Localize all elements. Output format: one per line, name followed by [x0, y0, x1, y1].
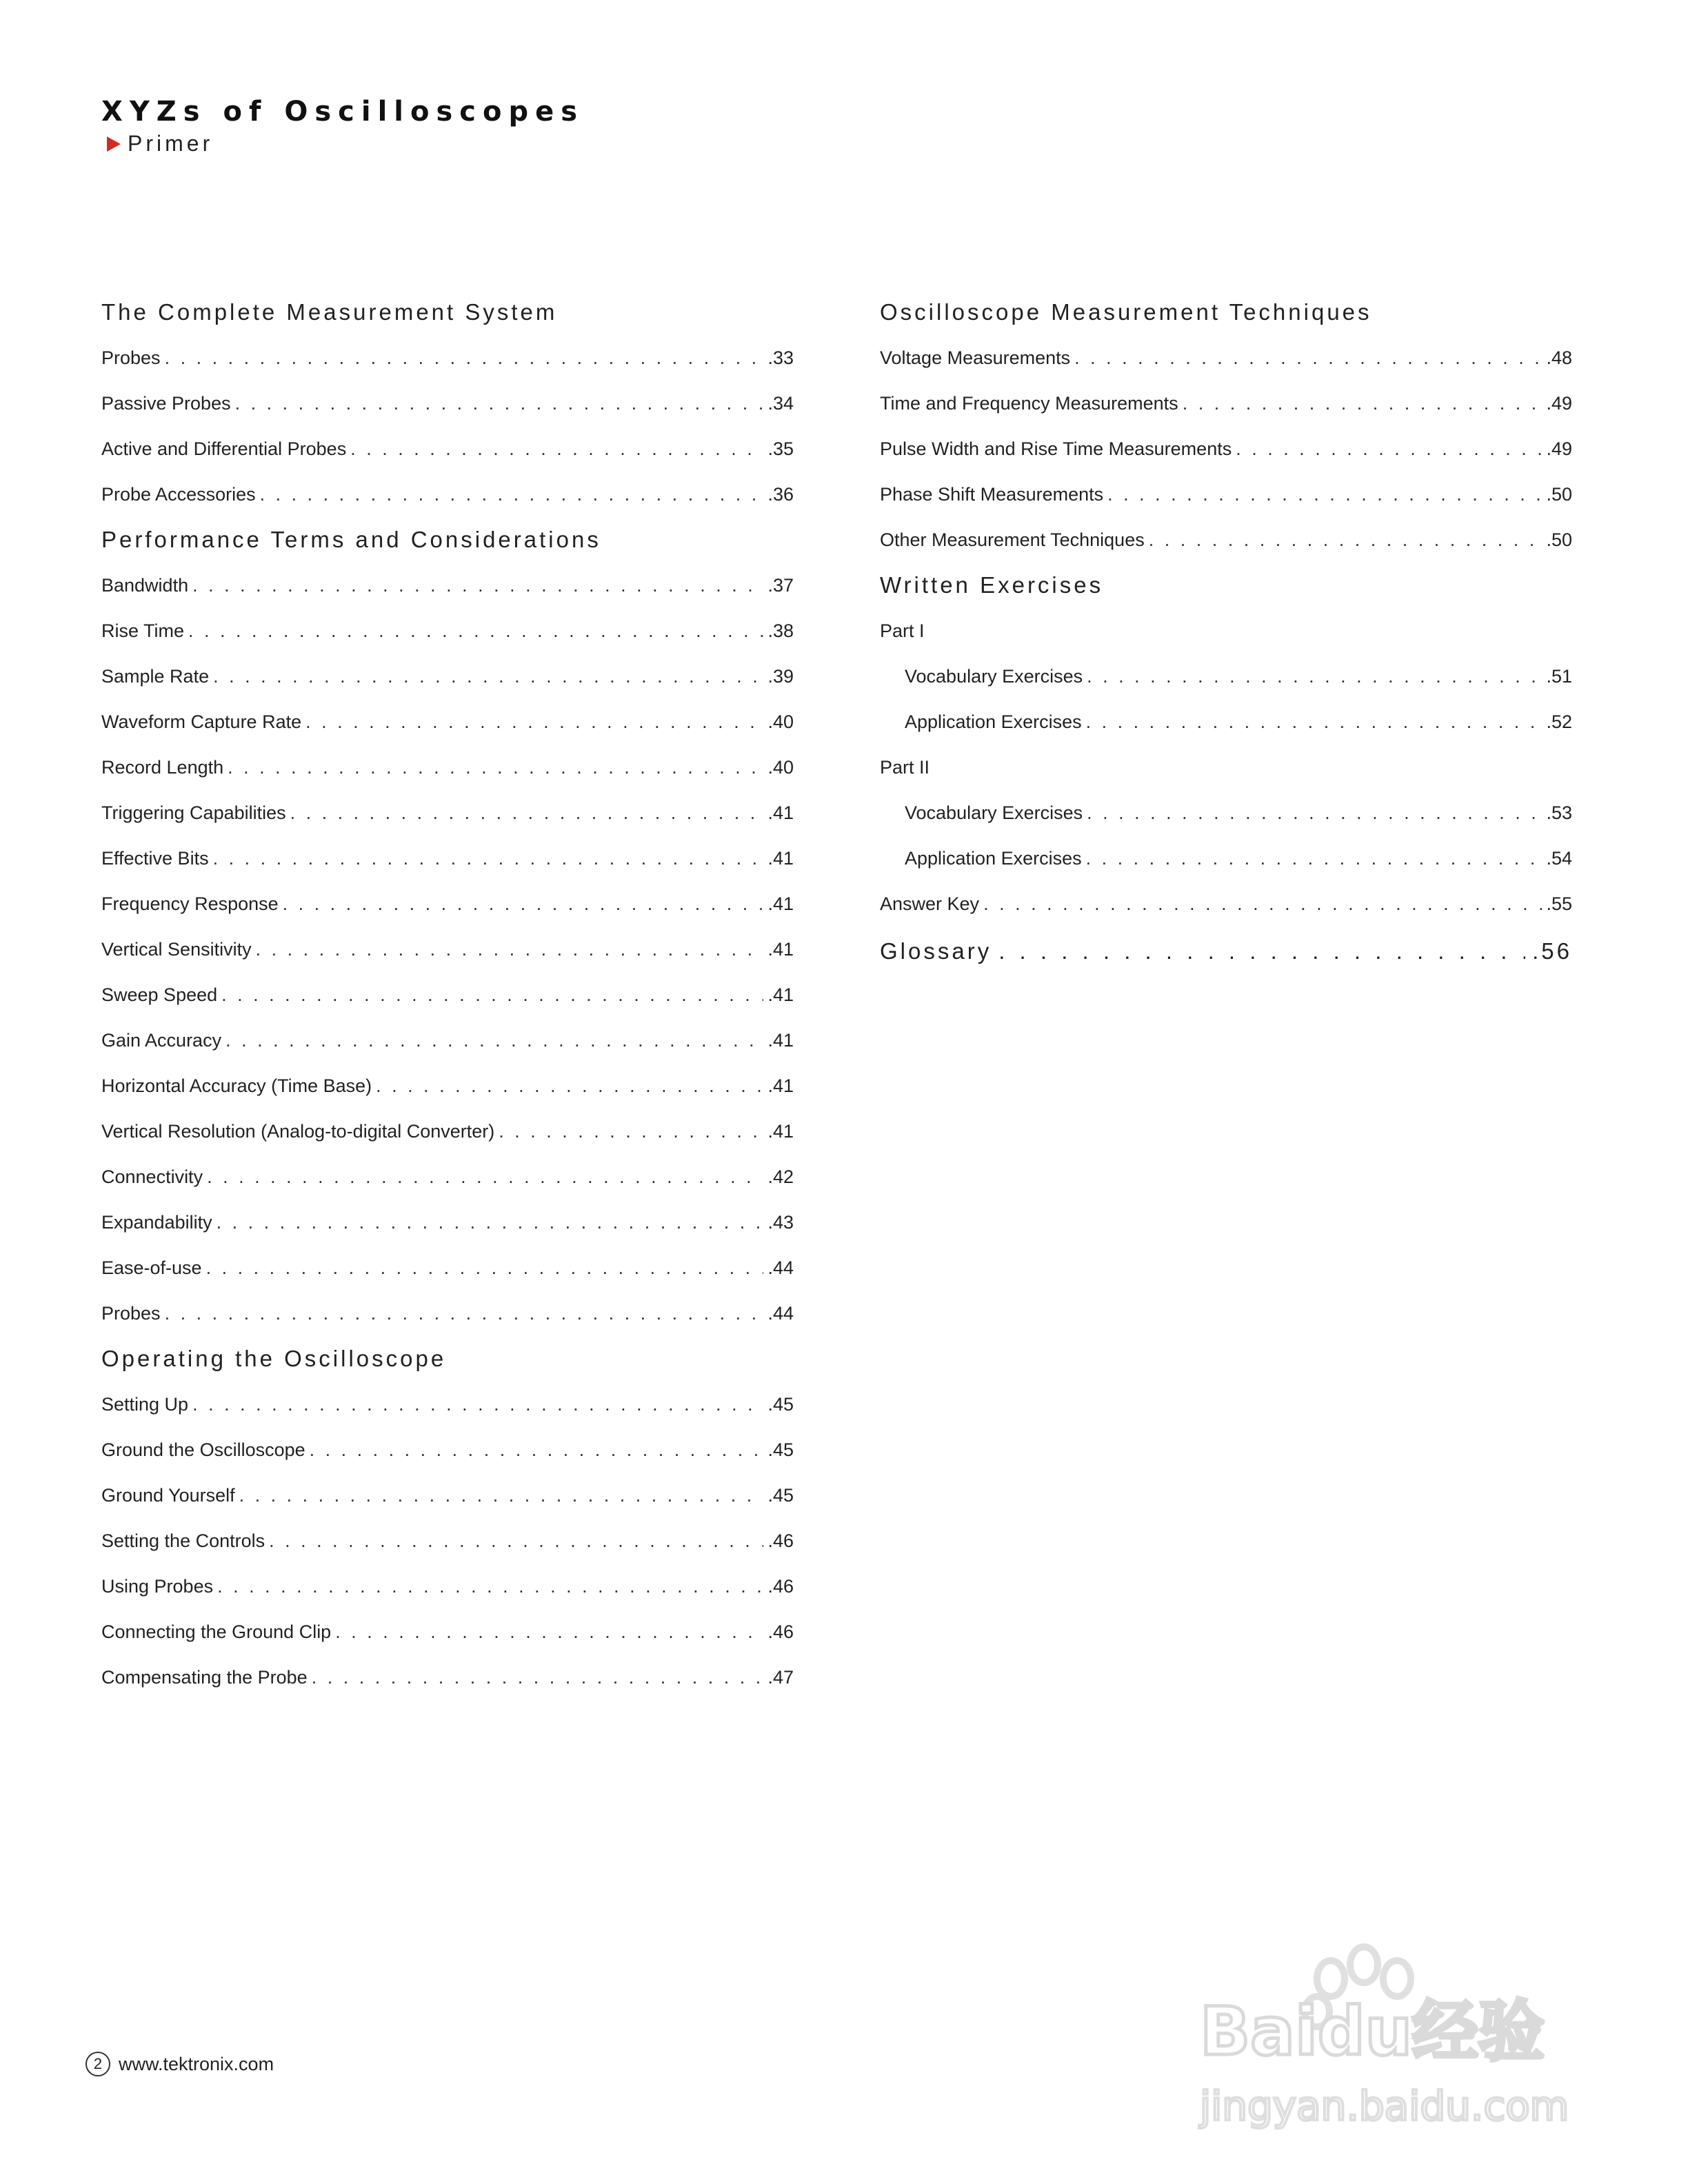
toc-entry-label: Vertical Sensitivity — [101, 939, 252, 960]
toc-entry[interactable] — [101, 1245, 794, 1291]
toc-entry-label: Passive Probes — [101, 393, 231, 414]
toc-entry-page: .51 — [1546, 666, 1572, 687]
toc-entry-label: Active and Differential Probes — [101, 438, 347, 459]
toc-right-column — [880, 290, 1572, 976]
dot-leader — [207, 1154, 763, 1200]
toc-entry[interactable] — [101, 745, 794, 790]
toc-entry[interactable] — [101, 654, 794, 699]
toc-entry-label: Expandability — [101, 1212, 212, 1233]
toc-entry[interactable] — [880, 836, 1572, 881]
section-title: The Complete Measurement System — [101, 299, 558, 325]
toc-entry-label: Horizontal Accuracy (Time Base) — [101, 1075, 372, 1096]
toc-entry[interactable] — [880, 790, 1572, 836]
toc-entry[interactable] — [880, 881, 1572, 927]
toc-left-column — [101, 290, 794, 1700]
toc-entry-page: .37 — [767, 575, 794, 596]
toc-entry-page: .41 — [767, 984, 794, 1005]
toc-entry-label: Vocabulary Exercises — [905, 666, 1083, 687]
toc-entry-label: Ground the Oscilloscope — [101, 1439, 305, 1460]
toc-entry-label: Probes — [101, 1303, 161, 1324]
toc-entry-label: Frequency Response — [101, 893, 279, 914]
toc-entry-label: Connectivity — [101, 1166, 203, 1187]
dot-leader — [217, 1200, 764, 1245]
dot-leader — [192, 563, 763, 608]
dot-leader — [1149, 517, 1543, 563]
dot-leader — [290, 790, 764, 836]
toc-entry[interactable] — [101, 335, 794, 381]
toc-entry-page: .44 — [767, 1303, 794, 1324]
dot-leader — [213, 836, 764, 881]
toc-entry[interactable] — [101, 563, 794, 608]
toc-entry-label: Ground Yourself — [101, 1485, 235, 1506]
dot-leader — [305, 699, 763, 745]
toc-entry-page: .55 — [1546, 893, 1572, 914]
toc-entry-page: .49 — [1546, 438, 1572, 459]
toc-entry-page: .41 — [767, 893, 794, 914]
dot-leader — [225, 1018, 763, 1063]
page-header — [101, 94, 584, 156]
toc-entry[interactable] — [101, 1564, 794, 1609]
toc-entry-label: Probe Accessories — [101, 484, 256, 505]
toc-entry-page: .52 — [1546, 711, 1572, 732]
toc-entry[interactable] — [101, 790, 794, 836]
toc-entry-label: Answer Key — [880, 893, 980, 914]
toc-entry-page: .46 — [767, 1621, 794, 1642]
toc-entry-label: Vertical Resolution (Analog-to-digital Converter) — [101, 1121, 495, 1142]
section-title: Operating the Oscilloscope — [101, 1346, 447, 1371]
toc-entry-page: .40 — [767, 711, 794, 732]
toc-entry[interactable] — [880, 381, 1572, 426]
toc-entry[interactable] — [101, 1382, 794, 1427]
toc-entry[interactable] — [880, 335, 1572, 381]
toc-entry-page: .39 — [767, 666, 794, 687]
toc-entry-page: .45 — [767, 1439, 794, 1460]
toc-entry-page: .43 — [767, 1212, 794, 1233]
toc-entry[interactable] — [880, 426, 1572, 472]
toc-entry-page: .41 — [767, 1030, 794, 1051]
dot-leader — [221, 972, 763, 1018]
dot-leader — [335, 1609, 763, 1655]
footer-url-link[interactable]: www.tektronix.com — [119, 2053, 274, 2074]
toc-entry[interactable] — [101, 381, 794, 426]
dot-leader — [312, 1655, 764, 1700]
toc-entry[interactable] — [101, 972, 794, 1018]
part-heading[interactable]: Part I — [880, 620, 925, 641]
toc-entry[interactable] — [101, 1154, 794, 1200]
toc-entry[interactable] — [880, 472, 1572, 517]
toc-entry-page: .41 — [767, 1075, 794, 1096]
toc-entry[interactable] — [880, 699, 1572, 745]
dot-leader — [1086, 699, 1543, 745]
dot-leader — [983, 881, 1542, 927]
document-subtitle: Primer — [128, 131, 214, 156]
toc-entry-label: Setting the Controls — [101, 1530, 265, 1551]
toc-entry-page: .45 — [767, 1394, 794, 1415]
dot-leader — [499, 1109, 763, 1154]
dot-leader — [165, 335, 764, 381]
dot-leader — [1087, 790, 1542, 836]
toc-entry-page: .45 — [767, 1485, 794, 1506]
toc-entry-label: Time and Frequency Measurements — [880, 393, 1178, 414]
glossary-entry[interactable] — [880, 927, 1572, 976]
toc-entry-label: Voltage Measurements — [880, 347, 1071, 368]
toc-entry-label: Setting Up — [101, 1394, 189, 1415]
dot-leader — [165, 1291, 764, 1336]
toc-entry[interactable] — [101, 881, 794, 927]
toc-entry[interactable] — [101, 472, 794, 517]
toc-entry[interactable] — [101, 1291, 794, 1336]
toc-entry[interactable] — [101, 608, 794, 654]
toc-entry-label: Bandwidth — [101, 575, 189, 596]
toc-entry[interactable] — [101, 1109, 794, 1154]
watermark-url: jingyan.baidu.com — [1200, 2083, 1569, 2130]
toc-entry-page: .50 — [1546, 484, 1572, 505]
toc-entry-label: Sample Rate — [101, 666, 210, 687]
toc-entry-label: Ease-of-use — [101, 1257, 202, 1278]
toc-entry-label: Effective Bits — [101, 848, 209, 869]
toc-entry[interactable] — [101, 1018, 794, 1063]
toc-entry-page: .41 — [767, 1121, 794, 1142]
toc-entry-page: .49 — [1546, 393, 1572, 414]
toc-entry[interactable] — [101, 1427, 794, 1473]
toc-entry-label: Triggering Capabilities — [101, 802, 286, 823]
toc-entry-label: Application Exercises — [905, 711, 1082, 732]
toc-entry-label: Vocabulary Exercises — [905, 802, 1083, 823]
toc-entry-page: .33 — [767, 347, 794, 368]
dot-leader — [283, 881, 764, 927]
dot-leader — [192, 1382, 763, 1427]
toc-entry-page: .35 — [767, 438, 794, 459]
section-title: Written Exercises — [880, 572, 1104, 598]
dot-leader — [1087, 654, 1542, 699]
dot-leader — [239, 1473, 764, 1518]
toc-entry[interactable] — [101, 699, 794, 745]
dot-leader — [256, 927, 764, 972]
toc-entry-label: Probes — [101, 347, 161, 368]
toc-entry[interactable] — [101, 927, 794, 972]
toc-entry[interactable] — [101, 1518, 794, 1564]
toc-entry-label: Connecting the Ground Clip — [101, 1621, 332, 1642]
baidu-watermark — [1186, 1917, 1586, 2137]
toc-entry-page: .44 — [767, 1257, 794, 1278]
toc-entry[interactable] — [880, 517, 1572, 563]
toc-entry[interactable] — [101, 1473, 794, 1518]
dot-leader — [998, 927, 1525, 976]
dot-leader — [235, 381, 764, 426]
subtitle-row — [101, 131, 584, 156]
dot-leader — [213, 654, 763, 699]
toc-entry-label: Rise Time — [101, 620, 185, 641]
section-title: Oscilloscope Measurement Techniques — [880, 299, 1372, 325]
toc-entry-label: Using Probes — [101, 1576, 214, 1597]
glossary-page: .56 — [1532, 938, 1572, 964]
toc-entry-page: .36 — [767, 484, 794, 505]
toc-entry-page: .46 — [767, 1530, 794, 1551]
dot-leader — [228, 745, 763, 790]
toc-entry-page: .38 — [767, 620, 794, 641]
glossary-label: Glossary — [880, 938, 992, 964]
toc-entry-page: .50 — [1546, 529, 1572, 550]
dot-leader — [1236, 426, 1542, 472]
dot-leader — [1086, 836, 1543, 881]
dot-leader — [206, 1245, 764, 1291]
toc-entry-label: Pulse Width and Rise Time Measurements — [880, 438, 1232, 459]
toc-entry-label: Compensating the Probe — [101, 1667, 308, 1688]
toc-entry-page: .41 — [767, 939, 794, 960]
toc-entry-page: .41 — [767, 848, 794, 869]
dot-leader — [1183, 381, 1543, 426]
dot-leader — [269, 1518, 763, 1564]
dot-leader — [1107, 472, 1542, 517]
page-number: 2 — [86, 2052, 110, 2076]
toc-entry-label: Application Exercises — [905, 848, 1082, 869]
toc-entry-page: .47 — [767, 1667, 794, 1688]
toc-entry-page: .53 — [1546, 802, 1572, 823]
toc-entry[interactable] — [101, 836, 794, 881]
toc-entry-page: .42 — [767, 1166, 794, 1187]
toc-entry[interactable] — [880, 654, 1572, 699]
toc-entry-label: Waveform Capture Rate — [101, 711, 302, 732]
toc-entry[interactable] — [101, 1063, 794, 1109]
section-title: Performance Terms and Considerations — [101, 527, 601, 552]
toc-entry-page: .54 — [1546, 848, 1572, 869]
toc-entry[interactable] — [101, 1609, 794, 1655]
dot-leader — [188, 608, 763, 654]
toc-entry-page: .40 — [767, 757, 794, 778]
toc-entry[interactable] — [101, 1655, 794, 1700]
page-footer — [86, 2052, 274, 2076]
play-arrow-icon — [107, 136, 121, 152]
toc-entry-label: Record Length — [101, 757, 224, 778]
dot-leader — [260, 472, 764, 517]
toc-entry-page: .34 — [767, 393, 794, 414]
dot-leader — [350, 426, 763, 472]
toc-entry-page: .41 — [767, 802, 794, 823]
toc-entry-label: Sweep Speed — [101, 984, 218, 1005]
watermark-brand: Baidu经验 — [1200, 1993, 1545, 2070]
toc-entry-page: .46 — [767, 1576, 794, 1597]
dot-leader — [310, 1427, 764, 1473]
dot-leader — [1074, 335, 1542, 381]
toc-entry[interactable] — [101, 426, 794, 472]
dot-leader — [217, 1564, 763, 1609]
toc-entry-label: Phase Shift Measurements — [880, 484, 1104, 505]
toc-entry[interactable] — [101, 1200, 794, 1245]
document-title: XYZs of Oscilloscopes — [101, 96, 585, 128]
toc-entry-label: Gain Accuracy — [101, 1030, 222, 1051]
part-heading[interactable]: Part II — [880, 757, 930, 778]
toc-entry-label: Other Measurement Techniques — [880, 529, 1145, 550]
dot-leader — [376, 1063, 763, 1109]
toc-entry-page: .48 — [1546, 347, 1572, 368]
